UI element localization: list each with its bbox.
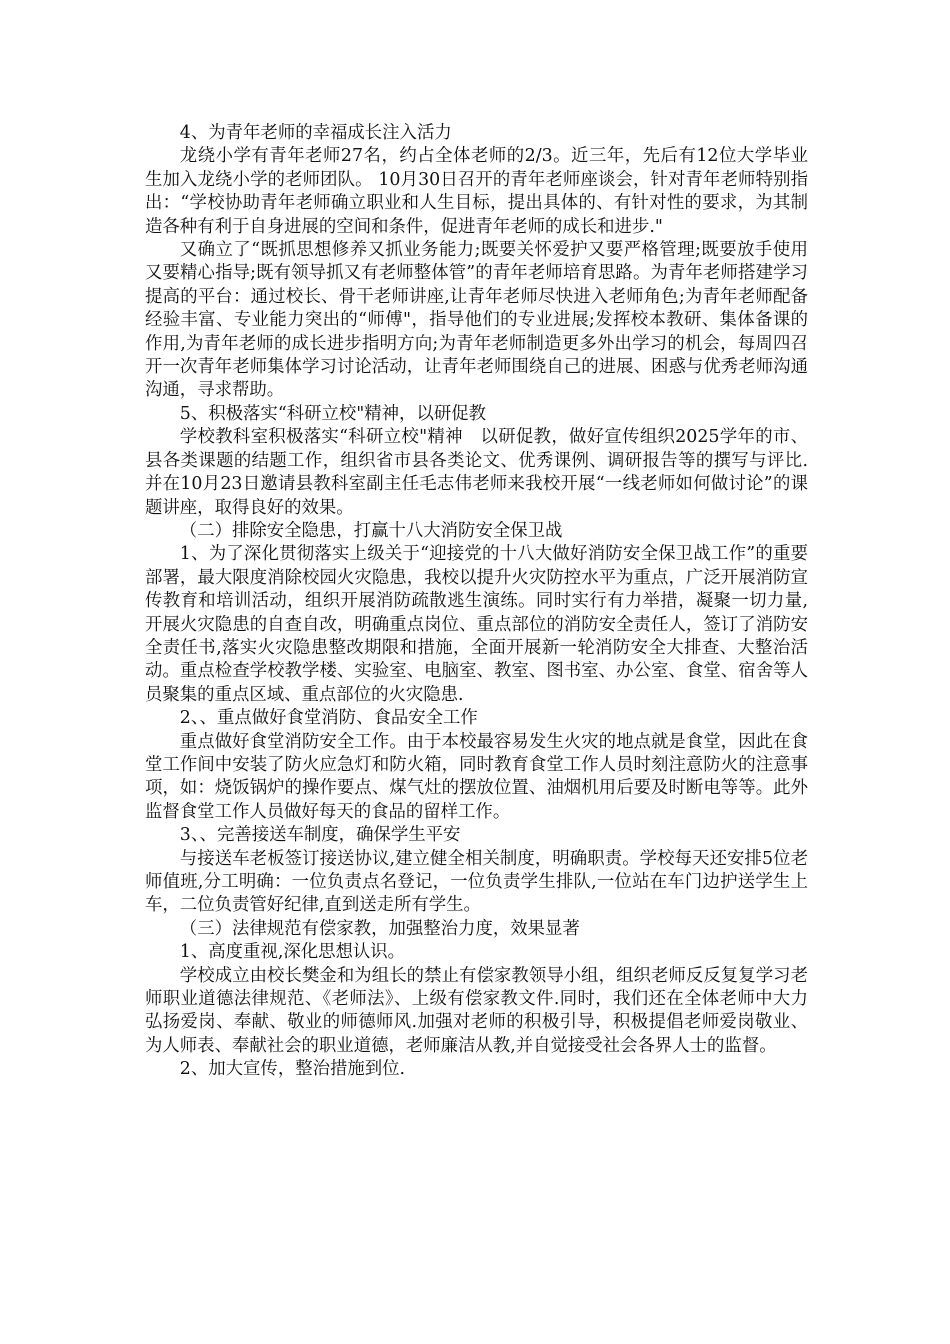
subheading-publicity: 2、加大宣传，整治措施到位. <box>179 1059 406 1080</box>
section-heading-canteen: 2、、重点做好食堂消防、食品安全工作 <box>179 708 478 729</box>
paragraph-research: 学校教科室积极落实“科研立校"精神 以研促教，做好宣传组织2025学年的市、县各类课题的结题工作，组织省市县各类论文、优秀课例、调研报告等的撰写与评比.并在10月23日邀请县教科室副主任毛志伟老师来我校开展“一线老师如何做讨论”的课题讲座，取得良好的效果。 <box>145 427 808 518</box>
section-heading-research: 5、积极落实“科研立校"精神，以研促教 <box>179 403 487 424</box>
paragraph-fire-safety: 1、为了深化贯彻落实上级关于“迎接党的十八大做好消防安全保卫战工作”的重要部署，最大限度消除校园火灾隐患，我校以提升火灾防控水平为重点，广泛开展消防宣传教育和培训活动，组织开展消防疏散逃生演练。同时实行有力举措，凝聚一切力量,开展火灾隐患的自查自改，明确重点岗位、重点部位的消防安全责任人，签订了消防安全责任书,落实火灾隐患整改期限和措施，全面开展新一轮消防安全大排查、大整治活动。重点检查学校教学楼、实验室、电脑室、教室、图书室、办公室、食堂、宿舍等人员聚集的重点区域、重点部位的火灾隐患. <box>145 544 808 705</box>
paragraph-canteen: 重点做好食堂消防安全工作。由于本校最容易发生火灾的地点就是食堂，因此在食堂工作间中安装了防火应急灯和防火箱，同时教育食堂工作人员时刻注意防火的注意事项，如：烧饭锅炉的操作要点、煤气灶的摆放位置、油烟机用后要及时断电等等。此外监督食堂工作人员做好每天的食品的留样工作。 <box>145 731 808 822</box>
section-heading-safety: （二）排除安全隐患，打赢十八大消防安全保卫战 <box>179 520 563 541</box>
section-heading-tutoring: （三）法律规范有偿家教，加强整治力度，效果显著 <box>179 918 580 939</box>
subheading-awareness: 1、高度重视,深化思想认识。 <box>179 942 406 963</box>
section-heading-shuttle: 3、、完善接送车制度，确保学生平安 <box>179 825 461 846</box>
paragraph-shuttle: 与接送车老板签订接送协议,建立健全相关制度，明确职责。学校每天还安排5位老师值班,分工明确：一位负责点名登记，一位负责学生排队,一位站在车门边护送学生上车，二位负责管好纪律,直到送走所有学生。 <box>145 848 808 916</box>
paragraph-training-approach: 又确立了“既抓思想修养又抓业务能力;既要关怀爱护又要严格管理;既要放手使用又要精心指导;既有领导抓又有老师整体管”的青年老师培育思路。为青年老师搭建学习提高的平台：通过校长、骨干老师讲座,让青年老师尽快进入老师角色;为青年老师配备经验丰富、专业能力突出的“师傅"，指导他们的专业进展;发挥校本教研、集体备课的作用,为青年老师的成长进步指明方向;为青年老师制造更多外出学习的机会，每周四召开一次青年老师集体学习讨论活动，让青年老师围绕自己的进展、困惑与优秀老师沟通沟通，寻求帮助。 <box>145 240 808 401</box>
paragraph-young-teachers-intro: 龙绕小学有青年老师27名，约占全体老师的2/3。近三年，先后有12位大学毕业生加入龙绕小学的老师团队。 10月30日召开的青年老师座谈会，针对青年老师特别指出：“学校协助青年老师确立职业和人生目标，提出具体的、有针对性的要求，为其制造各种有利于自身进展的空间和条件，促进青年老师的成长和进步." <box>145 146 808 237</box>
document-body <box>145 122 808 1082</box>
paragraph-tutoring: 学校成立由校长樊金和为组长的禁止有偿家教领导小组，组织老师反反复复学习老师职业道德法律规范、《老师法》、上级有偿家教文件.同时，我们还在全体老师中大力弘扬爱岗、奉献、敬业的师德师风.加强对老师的积极引导，积极提倡老师爱岗敬业、为人师表、奉献社会的职业道德，老师廉洁从教,并自觉接受社会各界人士的监督。 <box>145 965 808 1056</box>
section-heading-young-teachers: 4、为青年老师的幸福成长注入活力 <box>179 123 452 143</box>
